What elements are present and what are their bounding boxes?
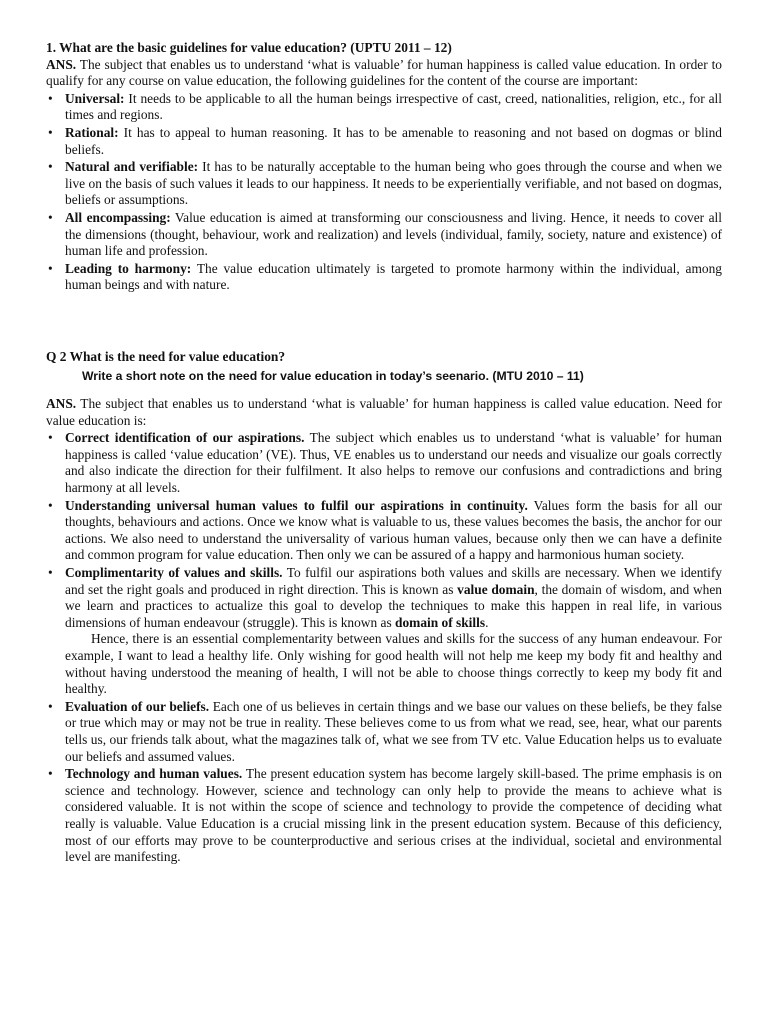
list-item: • All encompassing: Value education is aimed at transforming our consciousness and living. Hence, it needs to cover all the dimensions (thought, behaviour, work and realization) and levels (individual, family, society, nature and existence) of human life and profession. bbox=[46, 210, 722, 260]
list-item: • Evaluation of our beliefs. Each one of us believes in certain things and we base our values on these beliefs, be they false or true which may or may not be true in reality. These believes come to us from what we read, see, hear, what our parents tells us, our friends talk about, what the magazines talk of, what we see from TV etc. Value Education helps us to evaluate our beliefs and assumed values. bbox=[46, 699, 722, 765]
list-item: • Leading to harmony: The value education ultimately is targeted to promote harmony within the individual, among human beings and with nature. bbox=[46, 261, 722, 294]
list-item: • Rational: It has to appeal to human reasoning. It has to be amenable to reasoning and not based on dogmas or blind beliefs. bbox=[46, 125, 722, 158]
q2-needs-list bbox=[46, 430, 722, 865]
list-item: • Understanding universal human values to fulfil our aspirations in continuity. Values form the basis for all our thoughts, behaviours and actions. Once we know what is valuable to us, these values becomes the basis, the anchor for our actions. We also need to understand the universality of various human values, because only then we can have a definite and common program for value education. Then only we can be assured of a happy and harmonious human society. bbox=[46, 498, 722, 564]
document-page bbox=[46, 40, 722, 867]
question-1-answer: ANS. The subject that enables us to understand ‘what is valuable’ for human happiness is called value education. In order to qualify for any course on value education, the following guidelines for the content of the course are important: bbox=[46, 56, 722, 89]
ans-label: ANS. bbox=[46, 56, 77, 72]
list-item: • Universal: It needs to be applicable to all the human beings irrespective of cast, creed, nationalities, religion, etc., for all times and regions. bbox=[46, 91, 722, 124]
question-2-answer: ANS. The subject that enables us to understand ‘what is valuable’ for human happiness is called value education. Need for value education is: bbox=[46, 396, 722, 428]
list-item: • Complimentarity of values and skills. To fulfil our aspirations both values and skills are necessary. When we identify and set the right goals and produced in right direction. This is known as value domain, the domain of wisdom, and when we learn and practices to actualize this goal to develop the techniques to make this happen in real life, in various dimensions of human endeavour (struggle). This is known as domain of skills. Hence, there is an essential complementarity between values and skills for the success of any human endeavour. For example, I want to lead a healthy life. Only wishing for good health will not help me keep my body fit and healthy and without having understood the meaning of health, I will not be able to choose things correctly to keep my body fit and healthy. bbox=[46, 565, 722, 698]
ans-label: ANS. bbox=[46, 396, 77, 412]
list-item: • Technology and human values. The present education system has become largely skill-based. The prime emphasis is on science and technology. However, science and technology can only help to provide the means to achieve what is considered valuable. It is not within the scope of science and technology to provide the competence of deciding what really is valuable. Value Education is a crucial missing link in the present education system. Because of this deficiency, most of our efforts may prove to be counterproductive and serious crises at the individual, societal and environmental level are manifesting. bbox=[46, 766, 722, 866]
question-1-title: 1. What are the basic guidelines for value education? (UPTU 2011 – 12) bbox=[46, 40, 452, 55]
paragraph: Hence, there is an essential complementarity between values and skills for the success of any human endeavour. For example, I want to lead a healthy life. Only wishing for good health will not help me keep my body fit and healthy and without having understood the meaning of health, I will not be able to choose things correctly to keep my body fit and healthy. bbox=[65, 631, 722, 697]
list-item: • Correct identification of our aspirations. The subject which enables us to understand ‘what is valuable’ for human happiness is called ‘value education’ (VE). Thus, VE enables us to understand our needs and visualize our goals correctly and also indicate the direction for their fulfilment. It also helps to remove our confusions and contradictions and bring harmony at all levels. bbox=[46, 430, 722, 496]
list-item: • Natural and verifiable: It has to be naturally acceptable to the human being who goes through the course and when we live on the basis of such values it leads to our happiness. It needs to be experientially verifiable, and not based on dogmas, beliefs or assumptions. bbox=[46, 159, 722, 209]
question-2-subtitle: Write a short note on the need for value education in today’s seenario. (MTU 2010 – 11) bbox=[82, 368, 584, 383]
question-2-title: Q 2 What is the need for value education? bbox=[46, 348, 286, 364]
q1-guidelines-list bbox=[46, 91, 722, 294]
